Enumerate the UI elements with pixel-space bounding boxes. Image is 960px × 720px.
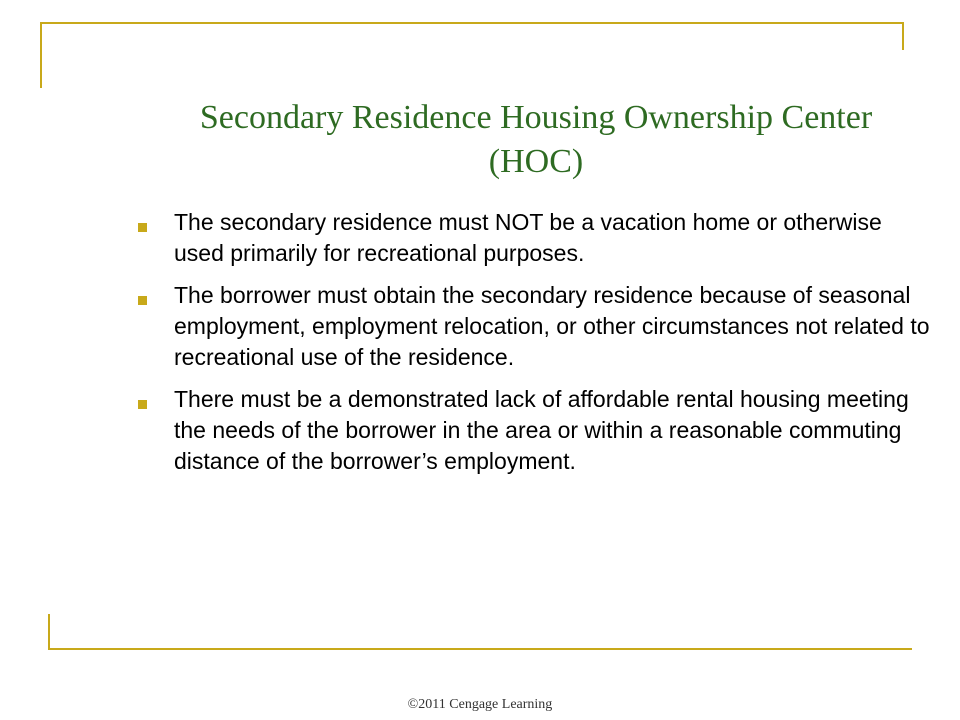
slide-title: Secondary Residence Housing Ownership Center (HOC)	[199, 99, 873, 180]
bullet-text: There must be a demonstrated lack of affordable rental housing meeting the needs of the borrower in the area or within a reasonable commuting distance of the borrower’s employment.	[174, 386, 909, 474]
copyright-footer: ©2011 Cengage Learning	[407, 697, 553, 712]
bullet-item	[136, 384, 936, 477]
bullet-list	[136, 207, 936, 488]
bullet-item	[136, 207, 936, 269]
bottom-left-vertical-rule	[48, 614, 50, 650]
bottom-rule	[48, 648, 912, 650]
bullet-text: The secondary residence must NOT be a vacation home or otherwise used primarily for recreational purposes.	[174, 209, 882, 266]
bullet-text: The borrower must obtain the secondary residence because of seasonal employment, employment relocation, or other circumstances not related to recreational use of the residence.	[174, 282, 930, 370]
square-bullet-icon	[138, 223, 147, 232]
square-bullet-icon	[138, 296, 147, 305]
square-bullet-icon	[138, 400, 147, 409]
bullet-item	[136, 280, 936, 373]
top-left-vertical-rule	[40, 22, 42, 88]
top-right-vertical-rule	[902, 22, 904, 50]
top-rule	[40, 22, 904, 24]
